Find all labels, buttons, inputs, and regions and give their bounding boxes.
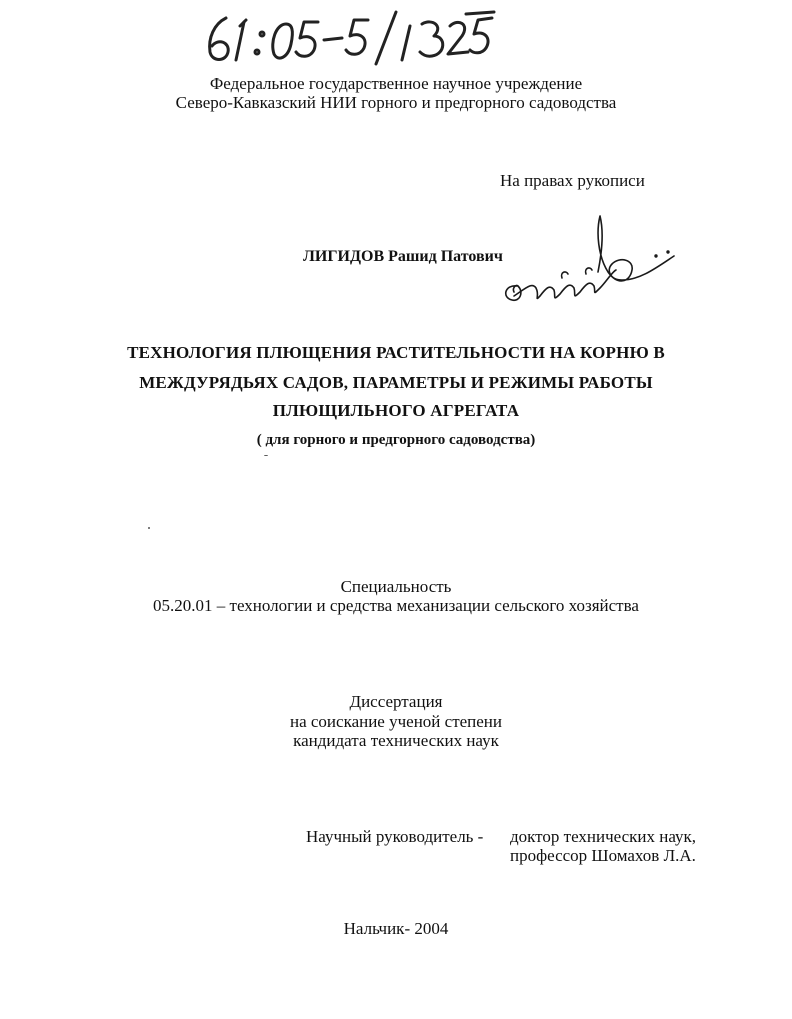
- thesis-subtitle: ( для горного и предгорного садоводства): [256, 432, 536, 448]
- institution-name-line-1: Федеральное государственное научное учреждение: [209, 74, 583, 93]
- scan-speck: [264, 455, 268, 456]
- supervisor-label: Научный руководитель -: [306, 827, 484, 846]
- scan-speck: [148, 527, 150, 529]
- supervisor-name: профессор Шомахов Л.А.: [510, 846, 696, 865]
- thesis-title-line-3: ПЛЮЩИЛЬНОГО АГРЕГАТА: [272, 401, 520, 420]
- archive-stamp-handwritten: [196, 8, 496, 66]
- supervisor-degree: доктор технических наук,: [510, 827, 697, 846]
- thesis-title-line-2: МЕЖДУРЯДЬЯХ САДОВ, ПАРАМЕТРЫ И РЕЖИМЫ РАБОТЫ: [139, 373, 653, 392]
- author-name: ЛИГИДОВ Рашид Патович: [303, 248, 503, 265]
- city-year: Нальчик- 2004: [343, 919, 449, 938]
- degree-line-2: на соискание ученой степени: [289, 712, 503, 731]
- institution-name-line-2: Северо-Кавказский НИИ горного и предгорного садоводства: [175, 93, 617, 112]
- degree-line-3: кандидата технических наук: [293, 731, 499, 750]
- specialty-code: 05.20.01 – технологии и средства механизации сельского хозяйства: [153, 596, 639, 615]
- degree-line-1: Диссертация: [349, 692, 443, 711]
- thesis-title-line-1: ТЕХНОЛОГИЯ ПЛЮЩЕНИЯ РАСТИТЕЛЬНОСТИ НА КОРНЮ В: [127, 343, 665, 362]
- manuscript-rights-label: На правах рукописи: [500, 171, 645, 190]
- specialty-label: Специальность: [340, 577, 452, 596]
- signature-icon: [490, 212, 680, 316]
